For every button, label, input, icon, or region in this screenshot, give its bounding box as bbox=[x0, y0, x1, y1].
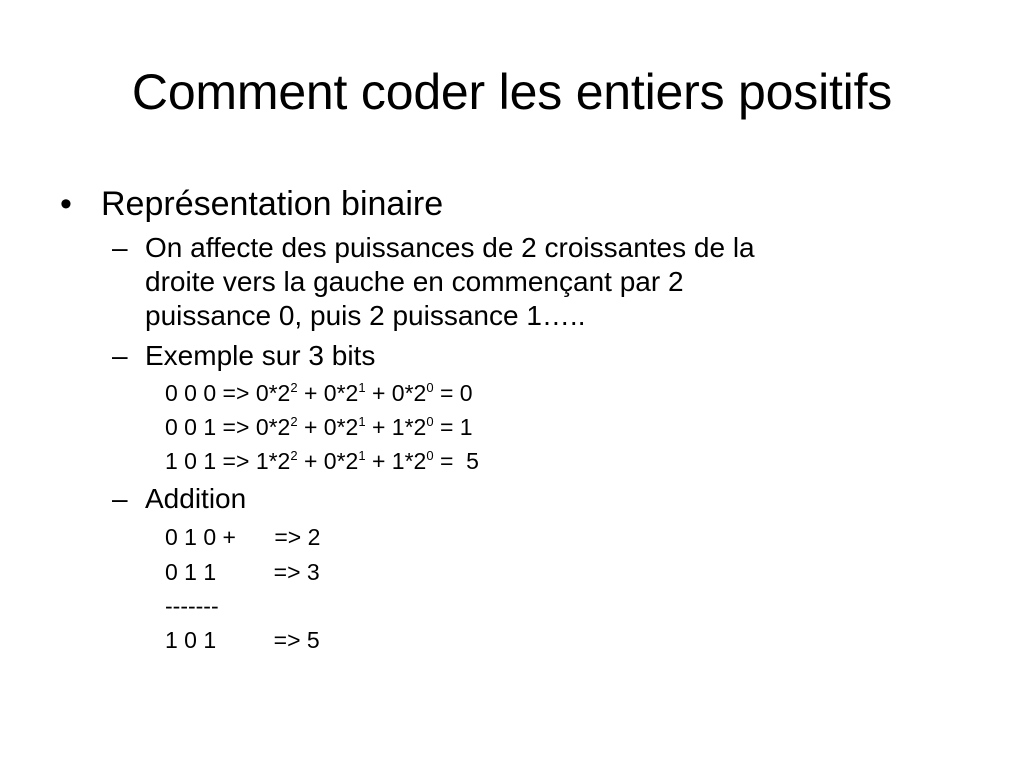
dash-icon: – bbox=[112, 483, 128, 514]
subitem-line: droite vers la gauche en commençant par 2 bbox=[145, 266, 684, 297]
example-line: 1 0 $1 => 1*2^2 + 0*2^1 + 1*2^0 = 5$ bbox=[165, 448, 479, 474]
example-line: 0 0 $0 => 0*2^2 + 0*2^1 + 0*2^0 = 0$ bbox=[165, 380, 473, 406]
addition-separator: ------- bbox=[165, 593, 219, 619]
example-line: 0 0 $1 => 0*2^2 + 0*2^1 + 1*2^0 = 1$ bbox=[165, 414, 473, 440]
subitem-text: Addition bbox=[145, 483, 247, 514]
bullet-icon: • bbox=[60, 185, 72, 223]
addition-line: 1 0 1 => 5 bbox=[165, 627, 320, 653]
addition-line: 0 1 1 => 3 bbox=[165, 559, 320, 585]
dash-icon: – bbox=[112, 340, 128, 371]
subitem-line: puissance 0, puis 2 puissance 1….. bbox=[145, 300, 586, 331]
subitem-text: Exemple sur 3 bits bbox=[145, 340, 376, 371]
bullet-text: Représentation binaire bbox=[101, 185, 444, 223]
subitem-text bbox=[145, 231, 905, 333]
slide-title: Comment coder les entiers positifs bbox=[131, 64, 893, 120]
subitem-line: On affecte des puissances de 2 croissantes de la bbox=[145, 232, 755, 263]
dash-icon: – bbox=[112, 232, 128, 263]
addition-line: 0 1 0 + => 2 bbox=[165, 524, 321, 550]
